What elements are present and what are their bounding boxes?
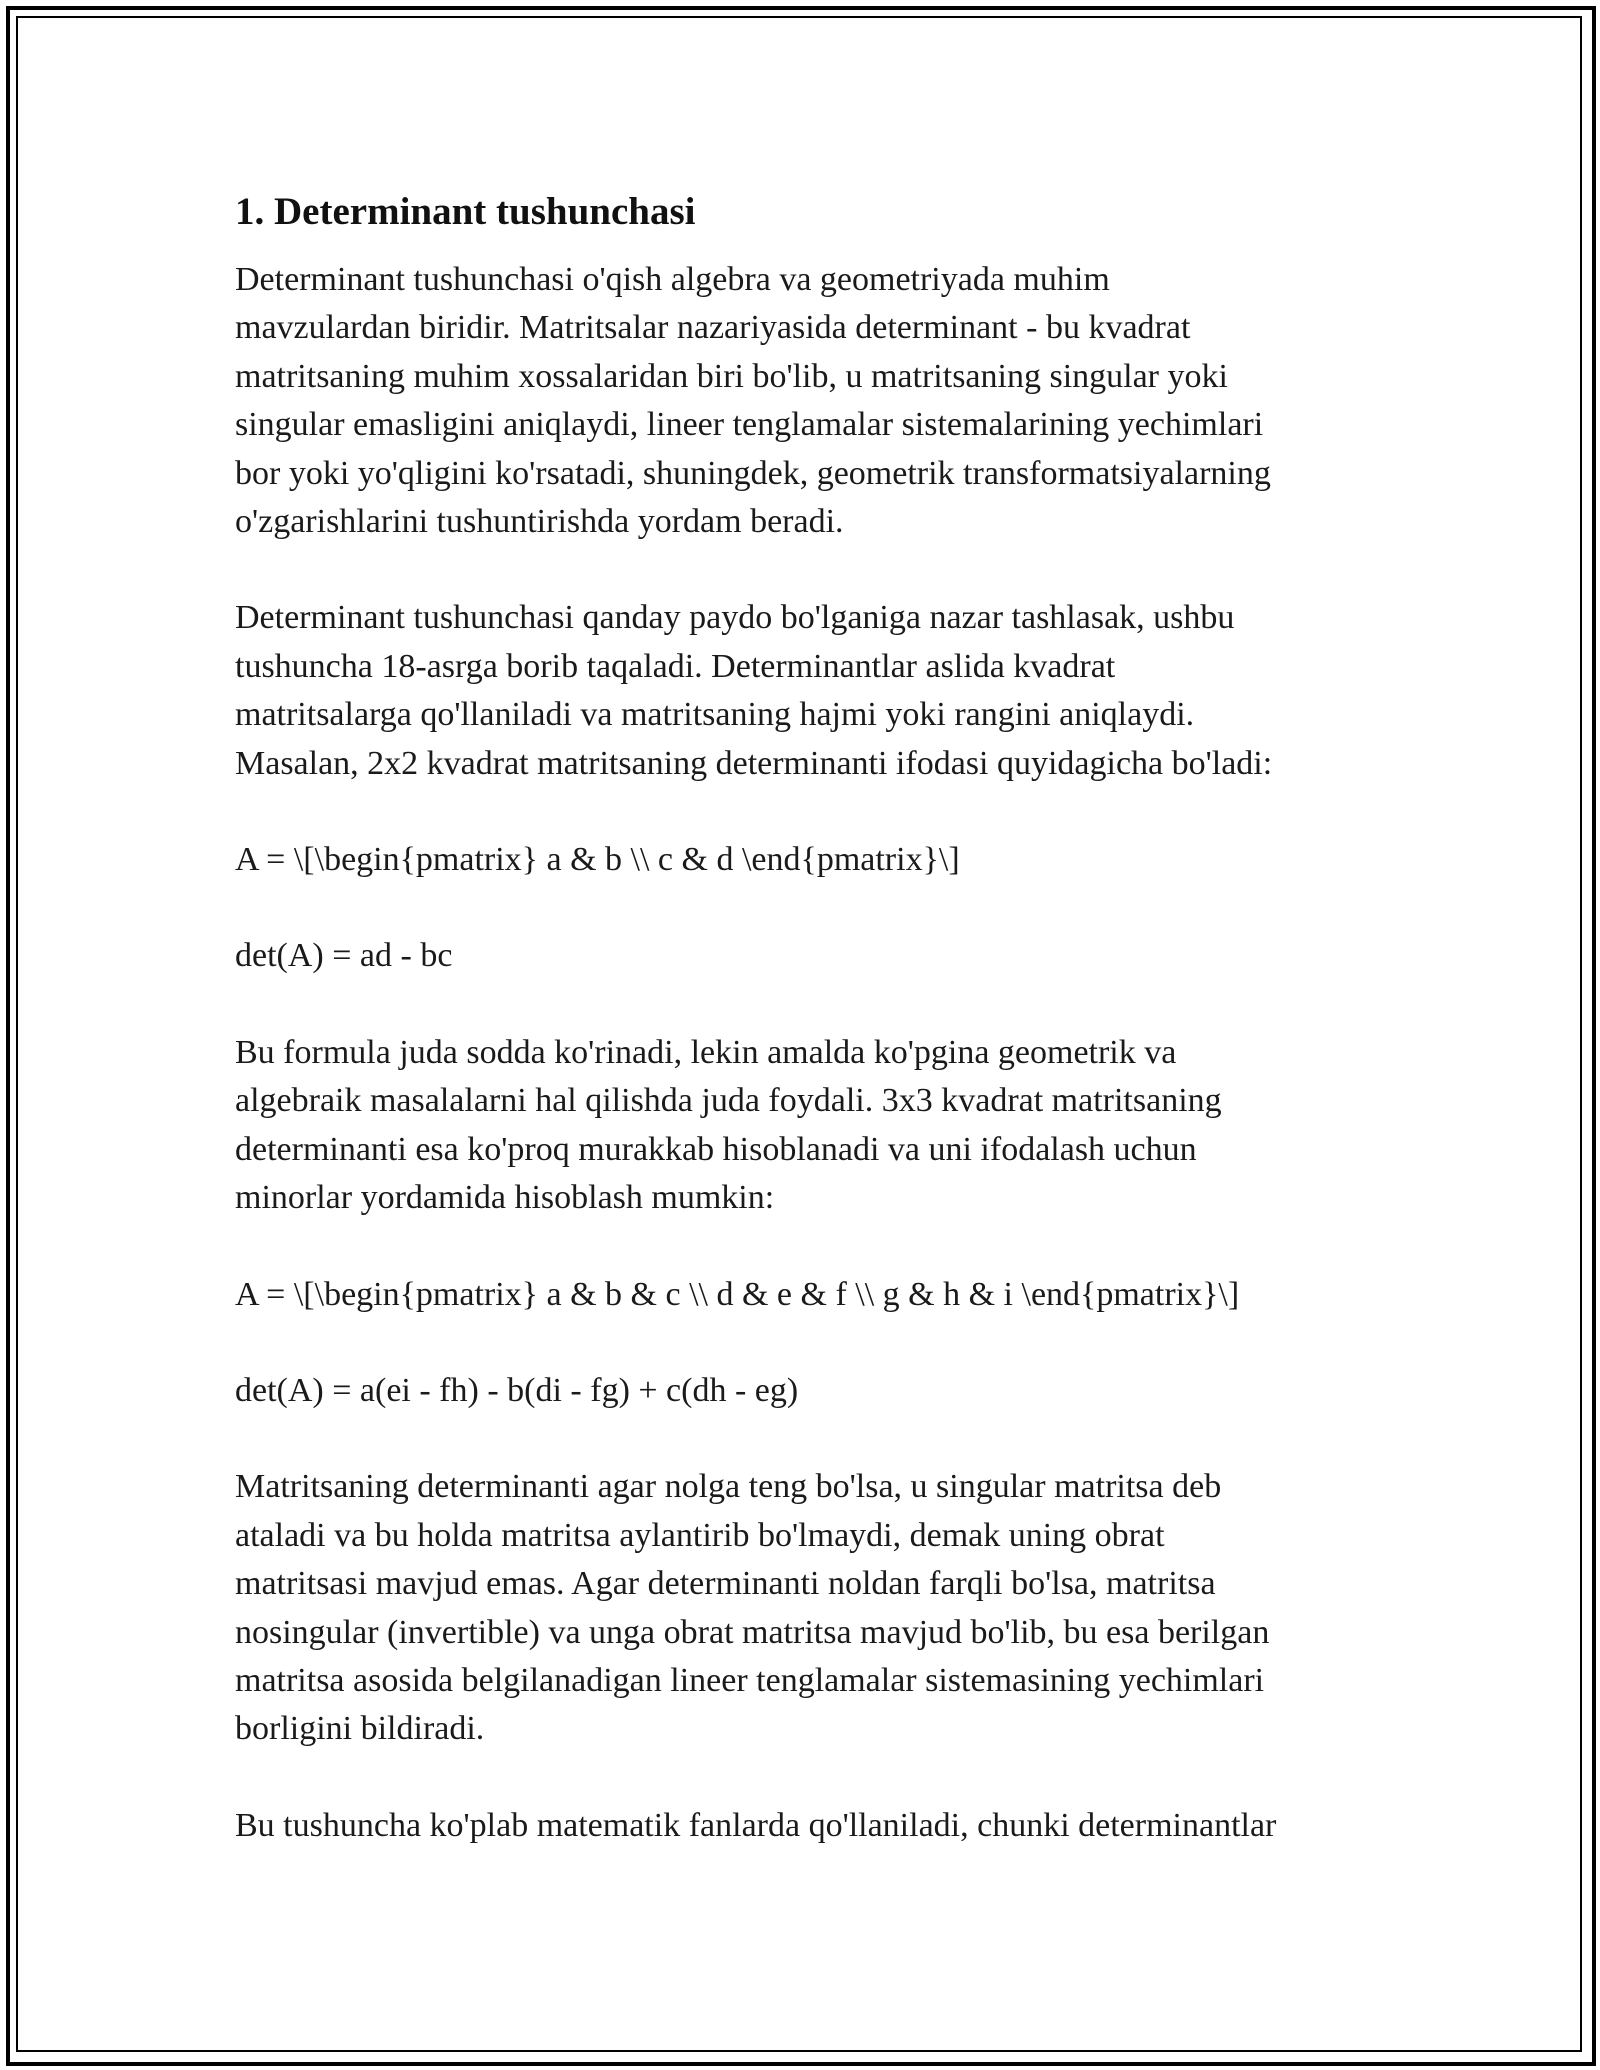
paragraph-history: Determinant tushunchasi qanday paydo bo'lganiga nazar tashlasak, ushbu tushuncha 18-asrga borib taqaladi. Determinantlar aslida kvadrat matritsalarga qo'llaniladi va matritsaning hajmi yoki rangini aniqlaydi. Masalan, 2x2 kvadrat matritsaning determinanti ifodasi quyidagicha bo'ladi: — [235, 599, 1273, 782]
formula-matrix-2x2: A = \[\begin{pmatrix} a & b \\ c & d \end{pmatrix}\] — [235, 841, 960, 879]
paragraph-singular: Matritsaning determinanti agar nolga teng bo'lsa, u singular matritsa deb ataladi va bu holda matritsa aylantirib bo'lmaydi, demak uning obrat matritsasi mavjud emas. Agar determinanti noldan farqli bo'lsa, matritsa nosingular (invertible) va unga obrat matritsa mavjud bo'lib, bu esa berilgan matritsa asosida belgilanadigan lineer tenglamalar sistemasining yechimlari borligini bildiradi. — [235, 1468, 1270, 1748]
paragraph-intro: Determinant tushunchasi o'qish algebra va geometriyada muhim mavzulardan biridir. Matritsalar nazariyasida determinant - bu kvadrat matritsaning muhim xossalaridan biri bo'lib, u matritsaning singular yoki singular emasligini aniqlaydi, lineer tenglamalar sistemalarining yechimlari bor yoki yo'qligini ko'rsatadi, shuningdek, geometrik transformatsiyalarning o'zgarishlarini tushuntirishda yordam beradi. — [235, 261, 1271, 541]
formula-det-3x3: det(A) = a(ei - fh) - b(di - fg) + c(dh - eg) — [235, 1371, 799, 1409]
paragraph-applications: Bu tushuncha ko'plab matematik fanlarda qo'llaniladi, chunki determinantlar — [235, 1806, 1277, 1844]
formula-det-2x2: det(A) = ad - bc — [235, 937, 453, 975]
section-heading: 1. Determinant tushunchasi — [235, 190, 696, 233]
paragraph-3x3-intro: Bu formula juda sodda ko'rinadi, lekin amalda ko'pgina geometrik va algebraik masalalarni hal qilishda juda foydali. 3x3 kvadrat matritsaning determinanti esa ko'proq murakkab hisoblanadi va uni ifodalash uchun minorlar yordamida hisoblash mumkin: — [235, 1033, 1222, 1217]
formula-matrix-3x3: A = \[\begin{pmatrix} a & b & c \\ d & e & f \\ g & h & i \end{pmatrix}\] — [235, 1275, 1240, 1313]
document-body — [235, 188, 1375, 1850]
